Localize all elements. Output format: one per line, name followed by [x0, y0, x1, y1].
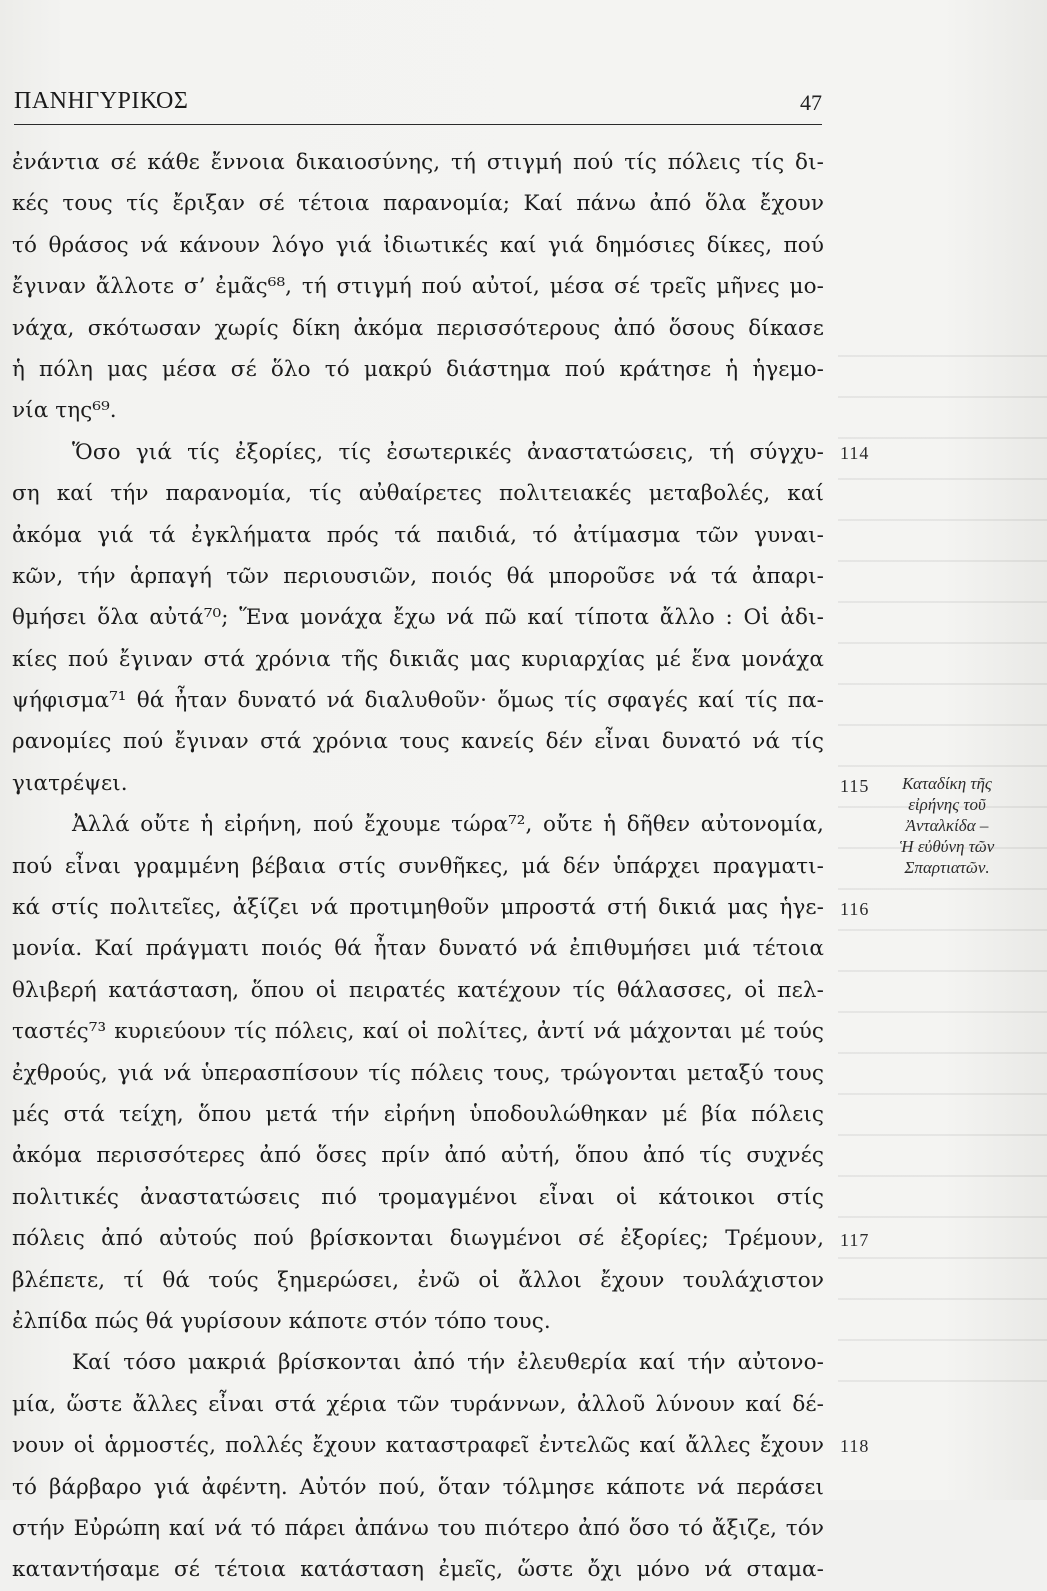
text-line: πού εἶναι γραμμένη βέβαια στίς συνθῆκες, μά δέν ὑπάρχει πραγματι- [12, 853, 824, 879]
text-line: ἀκόμα περισσότερες ἀπό ὅσες πρίν ἀπό αὐτή, ὅπου ἀπό τίς συχνές [12, 1143, 824, 1169]
text-line: τό θράσος νά κάνουν λόγο γιά ἰδιωτικές καί γιά δημόσιες δίκες, πού [12, 232, 824, 258]
text-line: ἀκόμα γιά τά ἐγκλήματα πρός τά παιδιά, τό ἀτίμασμα τῶν γυναι- [12, 522, 824, 548]
text-line: κές τους τίς ἔριξαν σέ τέτοια παρανομία; Καί πάνω ἀπό ὅλα ἔχουν [12, 191, 824, 217]
side-note-line: Σπαρτιατῶν. [904, 858, 990, 877]
text-line: μία, ὥστε ἄλλες εἶναι στά χέρια τῶν τυράννων, ἀλλοῦ λύνουν καί δέ- [12, 1391, 824, 1417]
section-number-117: 117 [840, 1230, 870, 1250]
text-line: ταστές⁷³ κυριεύουν τίς πόλεις, καί οἱ πολίτες, ἀντί νά μάχονται μέ τούς [12, 1019, 824, 1045]
section-number-116: 116 [840, 899, 870, 919]
text-line: κίες πού ἔγιναν στά χρόνια τῆς δικιᾶς μας κυριαρχίας μέ ἕνα μονάχα [12, 646, 824, 672]
text-line: κά στίς πολιτεῖες, ἀξίζει νά προτιμηθοῦν μπροστά στή δικιά μας ἡγε- [12, 895, 824, 921]
text-line: γιατρέψει. [12, 770, 128, 796]
text-line: ἐλπίδα πώς θά γυρίσουν κάποτε στόν τόπο τους. [12, 1308, 551, 1334]
side-note-line: Καταδίκη τῆς [902, 774, 992, 793]
text-line: ἐχθρούς, γιά νά ὑπερασπίσουν τίς πόλεις τους, τρώγονται μεταξύ τους [12, 1060, 824, 1086]
body-text [12, 142, 824, 1591]
page-header [14, 88, 822, 125]
side-note [872, 773, 1022, 878]
page-number: 47 [800, 90, 822, 115]
text-line: βλέπετε, τί θά τούς ξημερώσει, ἐνῶ οἱ ἄλλοι ἔχουν τουλάχιστον [12, 1267, 824, 1293]
section-number-118: 118 [840, 1436, 870, 1456]
section-number-114: 114 [840, 443, 870, 463]
text-line: ρανομίες πού ἔγιναν στά χρόνια τους κανείς δέν εἶναι δυνατό νά τίς [12, 729, 824, 755]
text-line: νία της⁶⁹. [12, 398, 117, 424]
text-line: πόλεις ἀπό αὐτούς πού βρίσκονται διωγμένοι σέ ἐξορίες; Τρέμουν, [12, 1226, 824, 1252]
side-note-line: Ἀνταλκίδα – [905, 816, 989, 835]
text-line: νουν οἱ ἁρμοστές, πολλές ἔχουν καταστραφεῖ ἐντελῶς καί ἄλλες ἔχουν [12, 1433, 824, 1459]
text-line: θλιβερή κατάσταση, ὅπου οἱ πειρατές κατέχουν τίς θάλασσες, οἱ πελ- [12, 977, 824, 1003]
text-line: ἐνάντια σέ κάθε ἔννοια δικαιοσύνης, τή στιγμή πού τίς πόλεις τίς δι- [12, 150, 824, 175]
side-note-line: Ἡ εὐθύνη τῶν [899, 837, 995, 856]
show-through-bleed [838, 355, 1047, 1405]
text-line: τό βάρβαρο γιά ἀφέντη. Αὐτόν πού, ὅταν τόλμησε κάποτε νά περάσει [12, 1474, 824, 1500]
text-line: πολιτικές ἀναστατώσεις πιό τρομαγμένοι εἶναι οἱ κάτοικοι στίς [12, 1184, 824, 1210]
text-line: μές στά τείχη, ὅπου μετά τήν εἰρήνη ὑποδουλώθηκαν μέ βία πόλεις [12, 1101, 824, 1127]
running-title: ΠΑΝΗΓΥΡΙΚΟΣ [14, 88, 189, 114]
text-line: μονία. Καί πράγματι ποιός θά ἦταν δυνατό νά ἐπιθυμήσει μιά τέτοια [12, 936, 824, 962]
text-line: κῶν, τήν ἁρπαγή τῶν περιουσιῶν, ποιός θά μποροῦσε νά τά ἀπαρι- [12, 563, 824, 589]
text-line: ψήφισμα⁷¹ θά ἦταν δυνατό νά διαλυθοῦν· ὅμως τίς σφαγές καί τίς πα- [12, 688, 824, 714]
text-line: ση καί τήν παρανομία, τίς αὐθαίρετες πολιτειακές μεταβολές, καί [12, 481, 824, 507]
text-line: νάχα, σκότωσαν χωρίς δίκη ἀκόμα περισσότερους ἀπό ὅσους δίκασε [12, 315, 824, 341]
text-line: Ὅσο γιά τίς ἐξορίες, τίς ἐσωτερικές ἀναστατώσεις, τή σύγχυ- [72, 439, 824, 465]
text-line: στήν Εὐρώπη καί νά τό πάρει ἀπάνω του πιότερο ἀπό ὅσο τό ἄξιζε, τόν [12, 1515, 824, 1541]
text-line: θμήσει ὅλα αὐτά⁷⁰; Ἕνα μονάχα ἔχω νά πῶ καί τίποτα ἄλλο : Οἱ ἀδι- [12, 605, 824, 631]
text-line: ἔγιναν ἄλλοτε σ’ ἐμᾶς⁶⁸, τή στιγμή πού αὐτοί, μέσα σέ τρεῖς μῆνες μο- [12, 274, 824, 300]
text-line: Ἀλλά οὔτε ἡ εἰρήνη, πού ἔχουμε τώρα⁷², οὔτε ἡ δῆθεν αὐτονομία, [72, 812, 824, 838]
text-line: ἡ πόλη μας μέσα σέ ὅλο τό μακρύ διάστημα πού κράτησε ἡ ἡγεμο- [12, 356, 824, 382]
text-line: Καί τόσο μακριά βρίσκονται ἀπό τήν ἐλευθερία καί τήν αὐτονο- [72, 1350, 824, 1376]
text-line: καταντήσαμε σέ τέτοια κατάσταση ἐμεῖς, ὥστε ὄχι μόνο νά σταμα- [12, 1557, 824, 1583]
section-number-115: 115 [840, 776, 870, 796]
side-note-line: εἰρήνης τοῦ [908, 795, 986, 814]
